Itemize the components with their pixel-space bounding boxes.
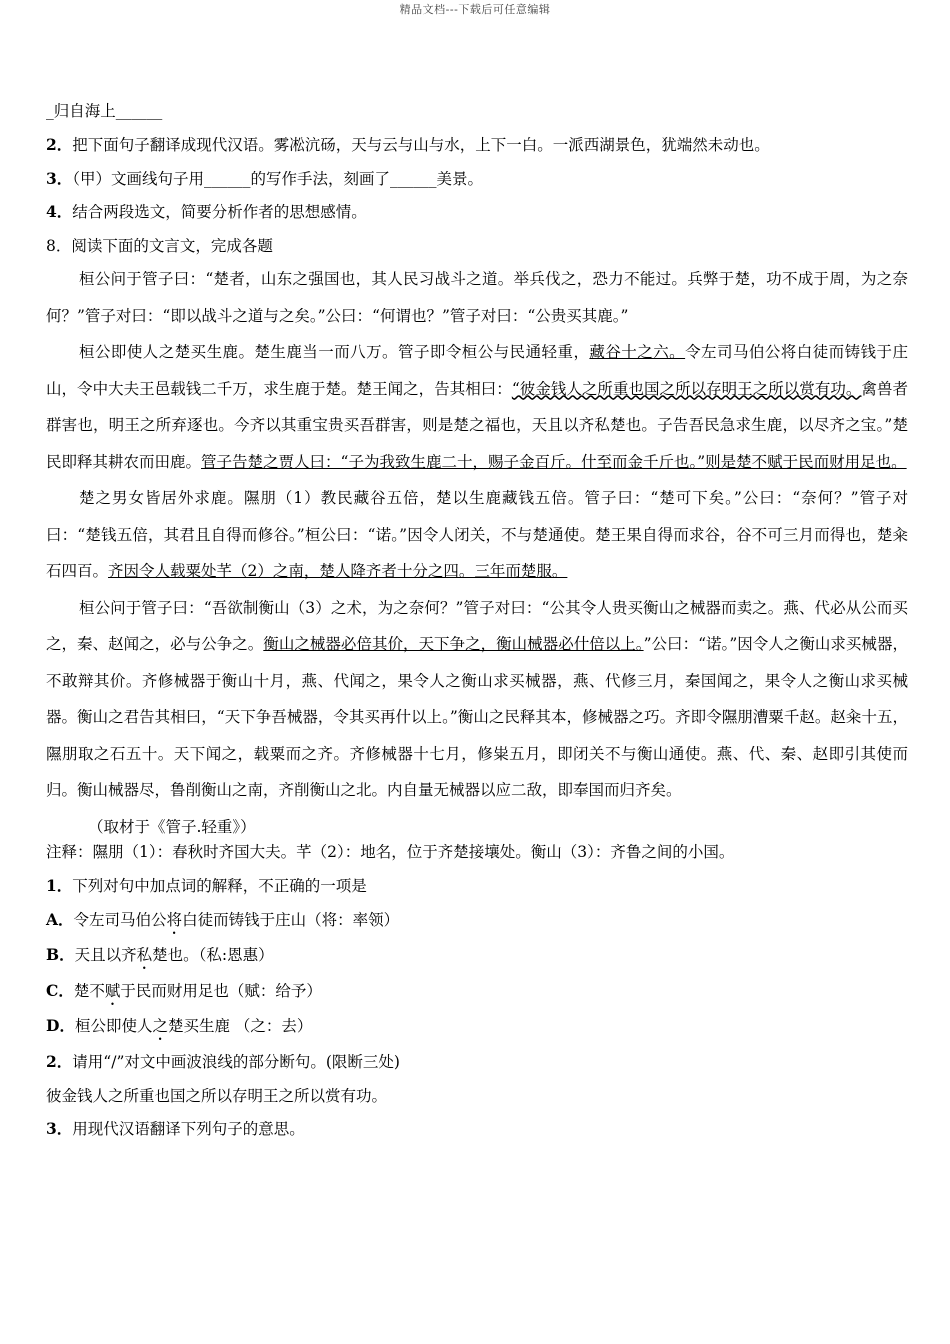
text-run: 于民而财用足也（赋：给予） (120, 981, 322, 1000)
option-label: C． (46, 980, 74, 1000)
text-run: 楚不 (73, 981, 105, 1000)
fill-line: _归自海上______ (46, 102, 163, 120)
question-2 (46, 134, 908, 168)
option-c (46, 980, 908, 1016)
question-number: 8． (46, 237, 72, 256)
text-run: 楚买生鹿 （之：去） (167, 1017, 313, 1036)
question-text: 把下面句子翻译成现代汉语。雾凇沆砀，天与云与山与水，上下一白。一派西湖景色，犹端然未动也。 (72, 135, 770, 154)
dotted-word: 将 (166, 910, 183, 929)
sub-question-1 (46, 875, 908, 909)
option-label: D． (46, 1016, 75, 1036)
passage-paragraph-1: 桓公问于管子曰：“楚者，山东之强国也，其人民习战斗之道。举兵伐之，恐力不能过。兵弊于楚，功不成于周，为之奈何？”管子对曰：“即以战斗之道与之矣。”公曰：“何谓也？”管子对曰：“公贵买其鹿。” (46, 270, 908, 325)
sub-question-2 (46, 1051, 908, 1085)
option-label: A． (46, 909, 74, 929)
passage-paragraph-3 (46, 480, 908, 590)
sub-question-3 (46, 1118, 908, 1152)
option-b (46, 944, 908, 980)
dotted-word: 赋 (104, 981, 121, 1000)
option-label: B． (46, 945, 75, 965)
text-run: ”公曰：“诺。”因令人之衡山求买械器，不敢辩其价。齐修械器于衡山十月，燕、代闻之，果令人之衡山求买械器，燕、代修三月，秦国闻之，果令人之衡山求买械器。衡山之君告其相曰，“天下争吾械器，令其买再什以上。”衡山之民释其本，修械器之巧。齐即令隰朋漕粟千赵。赵籴十五，隰朋取之石五十。天下闻之，载粟而之齐。齐修械器十七月，修粜五月，即闭关不与衡山通使。燕、代、秦、赵即引其使而归。衡山械器尽，鲁削衡山之南，齐削衡山之北。内自量无械器以应二敌，即奉国而归齐矣。 (46, 635, 908, 800)
page-header: 精品文档---下载后可任意编辑 (399, 3, 551, 16)
text-run: 白徒而铸钱于庄山（将：率领） (182, 910, 400, 929)
document-body (46, 100, 908, 1152)
text-run: 桓公即使人之楚买生鹿。楚生鹿当一而八万。管子即令桓公与民通轻重， (79, 343, 590, 362)
annotations: 注释：隰朋（1）：春秋时齐国大夫。芊（2）：地名，位于齐楚接壤处。衡山（3）：齐鲁之间的小国。 (46, 843, 735, 862)
text-run: 天且以齐 (74, 946, 137, 965)
dotted-word: 之 (152, 1017, 168, 1036)
question-4 (46, 201, 908, 235)
text-run: 禽兽者群害也，明王之所弃逐也。今齐以其重宝贵买吾群害，则是楚之福也，天且以齐私楚也。子告吾民急求生鹿，以尽齐之宝。”楚民即释其耕农而田鹿。 (46, 379, 908, 471)
question-text: 用现代汉语翻译下列句子的意思。 (72, 1120, 305, 1139)
text-run: 桓公问于管子曰：“吾欲制衡山（3）之术，为之奈何？”管子对曰：“公其令人贵买衡山之械器而卖之。燕、代必从公而买之，秦、赵闻之，必与公争之。 (46, 598, 908, 654)
question-text: 下列对句中加点词的解释，不正确的一项是 (72, 876, 367, 895)
question-text: 阅读下面的文言文，完成各题 (71, 237, 273, 256)
underlined-sentence: 衡山之械器必倍其价，天下争之，衡山械器必什倍以上。 (263, 635, 644, 654)
classical-passage (46, 261, 908, 845)
wavy-underlined-sentence: “彼金钱人之所重也国之所以存明王之所以赏有功。 (511, 379, 862, 398)
underlined-sentence: 藏谷十之六。 (589, 343, 686, 362)
underlined-sentence: 齐因令人载粟处芊（2）之南，楚人降齐者十分之四。三年而楚服。 (108, 562, 568, 581)
question-number: 3． (46, 168, 73, 188)
question-8 (46, 235, 908, 261)
question-number: 4． (46, 202, 73, 222)
option-d (46, 1015, 908, 1051)
sub-question-2-text: 彼金钱人之所重也国之所以存明王之所以赏有功。 (46, 1086, 388, 1105)
question-number: 2． (46, 1051, 73, 1071)
question-text: 结合两段选文，简要分析作者的思想感情。 (72, 203, 367, 222)
text-run: 楚也。（私:恩惠） (152, 946, 274, 965)
question-text: 请用“/”对文中画波浪线的部分断句。(限断三处) (72, 1052, 400, 1071)
text-run: 令左司马伯公 (73, 910, 167, 929)
text-run: 桓公即使人 (74, 1017, 153, 1036)
question-number: 3． (46, 1119, 73, 1139)
passage-source: （取材于《管子.轻重》） (88, 817, 256, 836)
passage-paragraph-2 (46, 334, 908, 480)
option-a (46, 909, 908, 945)
question-number: 2． (46, 134, 73, 154)
text-run: 令左司马伯公将白徒而铸钱于庄山，令中大夫王邑载钱二千万，求生鹿于楚。楚王闻之，告其相曰： (46, 343, 908, 398)
text-run: 楚之男女皆居外求鹿。隰朋（1）教民藏谷五倍，楚以生鹿藏钱五倍。管子曰：“楚可下矣。”公曰：“奈何？”管子对曰：“楚钱五倍，其君且自得而修谷。”桓公曰：“诺。”因令人闭关，不与楚通使。楚王果自得而求谷，谷不可三月而得也，楚籴石四百。 (46, 489, 908, 581)
passage-paragraph-4 (46, 590, 908, 809)
underlined-sentence: 管子告楚之贾人曰：“子为我致生鹿二十，赐子金百斤。什至而金千斤也。”则是楚不赋于民而财用足也。 (201, 452, 907, 471)
question-number: 1． (46, 875, 73, 895)
question-text: （甲）文画线句子用______的写作手法，刻画了______美景。 (72, 169, 484, 188)
dotted-word: 私 (136, 946, 153, 965)
question-3 (46, 168, 908, 202)
